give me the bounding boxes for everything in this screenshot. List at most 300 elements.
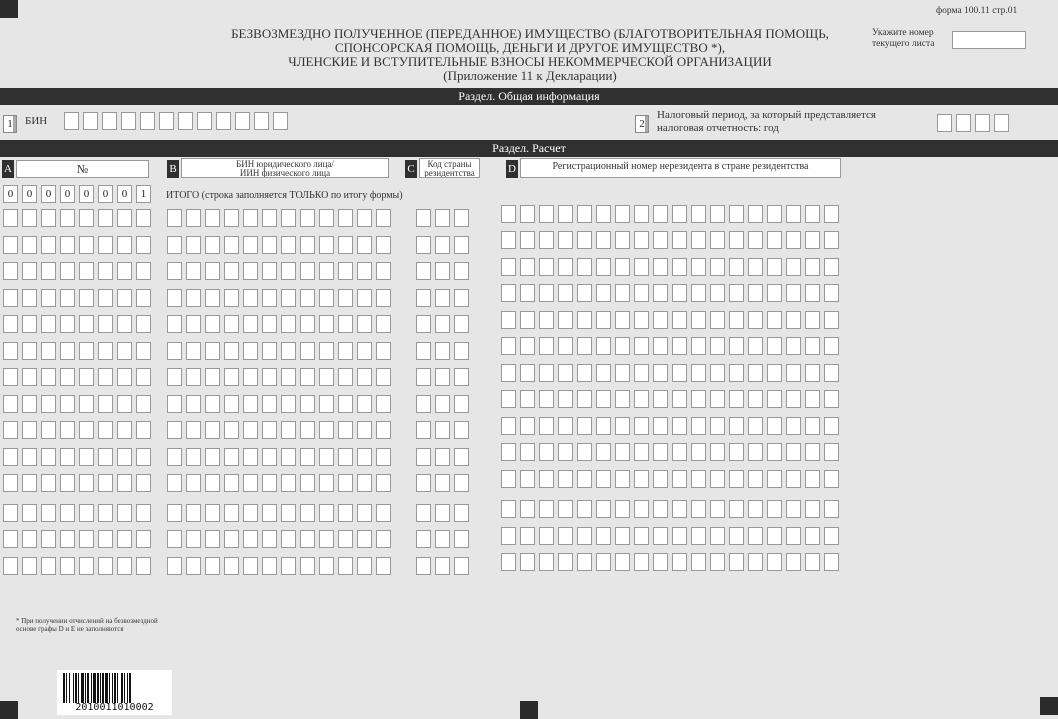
bin-iin-cell[interactable] bbox=[262, 236, 277, 254]
bin-iin-cell[interactable] bbox=[376, 557, 391, 575]
registration-number-cell[interactable] bbox=[805, 258, 820, 276]
registration-number-cell[interactable] bbox=[539, 231, 554, 249]
row-number-cell[interactable] bbox=[117, 209, 132, 227]
bin-digit-cell[interactable] bbox=[140, 112, 155, 130]
row-number-cell[interactable] bbox=[136, 342, 151, 360]
row-number-cell[interactable] bbox=[60, 262, 75, 280]
country-code-cell[interactable] bbox=[454, 236, 469, 254]
registration-number-cell[interactable] bbox=[596, 527, 611, 545]
registration-number-cell[interactable] bbox=[786, 337, 801, 355]
bin-iin-cell[interactable] bbox=[376, 262, 391, 280]
row-number-cell[interactable] bbox=[117, 262, 132, 280]
bin-iin-cell[interactable] bbox=[224, 368, 239, 386]
row-number-cell[interactable] bbox=[117, 236, 132, 254]
bin-iin-cell[interactable] bbox=[243, 262, 258, 280]
registration-number-cell[interactable] bbox=[596, 500, 611, 518]
row-number-cell[interactable] bbox=[98, 395, 113, 413]
registration-number-cell[interactable] bbox=[786, 500, 801, 518]
registration-number-cell[interactable] bbox=[596, 311, 611, 329]
registration-number-cell[interactable] bbox=[691, 311, 706, 329]
country-code-cell[interactable] bbox=[416, 474, 431, 492]
registration-number-cell[interactable] bbox=[558, 470, 573, 488]
registration-number-cell[interactable] bbox=[748, 443, 763, 461]
registration-number-cell[interactable] bbox=[824, 500, 839, 518]
registration-number-cell[interactable] bbox=[786, 205, 801, 223]
registration-number-cell[interactable] bbox=[824, 258, 839, 276]
registration-number-cell[interactable] bbox=[710, 417, 725, 435]
bin-iin-cell[interactable] bbox=[262, 530, 277, 548]
registration-number-cell[interactable] bbox=[767, 311, 782, 329]
bin-iin-cell[interactable] bbox=[281, 368, 296, 386]
year-digit-cell[interactable] bbox=[937, 114, 952, 132]
bin-iin-cell[interactable] bbox=[357, 289, 372, 307]
registration-number-cell[interactable] bbox=[691, 390, 706, 408]
registration-number-cell[interactable] bbox=[691, 527, 706, 545]
row-number-cell[interactable] bbox=[98, 557, 113, 575]
registration-number-cell[interactable] bbox=[729, 337, 744, 355]
registration-number-cell[interactable] bbox=[672, 553, 687, 571]
country-code-cell[interactable] bbox=[435, 395, 450, 413]
registration-number-cell[interactable] bbox=[558, 500, 573, 518]
bin-iin-cell[interactable] bbox=[376, 530, 391, 548]
registration-number-cell[interactable] bbox=[577, 390, 592, 408]
bin-iin-cell[interactable] bbox=[376, 474, 391, 492]
bin-iin-cell[interactable] bbox=[224, 395, 239, 413]
row-number-cell[interactable] bbox=[136, 395, 151, 413]
bin-iin-cell[interactable] bbox=[186, 368, 201, 386]
row-number-cell[interactable] bbox=[3, 395, 18, 413]
bin-iin-cell[interactable] bbox=[319, 262, 334, 280]
country-code-cell[interactable] bbox=[435, 421, 450, 439]
registration-number-cell[interactable] bbox=[596, 258, 611, 276]
bin-digit-cell[interactable] bbox=[235, 112, 250, 130]
bin-iin-cell[interactable] bbox=[224, 530, 239, 548]
registration-number-cell[interactable] bbox=[596, 364, 611, 382]
bin-iin-cell[interactable] bbox=[281, 395, 296, 413]
bin-iin-cell[interactable] bbox=[167, 209, 182, 227]
registration-number-cell[interactable] bbox=[558, 417, 573, 435]
registration-number-cell[interactable] bbox=[748, 390, 763, 408]
bin-iin-cell[interactable] bbox=[338, 209, 353, 227]
row-number-cell[interactable] bbox=[41, 530, 56, 548]
registration-number-cell[interactable] bbox=[672, 337, 687, 355]
bin-iin-cell[interactable] bbox=[205, 421, 220, 439]
country-code-cell[interactable] bbox=[416, 342, 431, 360]
row-number-cell[interactable] bbox=[3, 315, 18, 333]
registration-number-cell[interactable] bbox=[805, 500, 820, 518]
registration-number-cell[interactable] bbox=[634, 527, 649, 545]
registration-number-cell[interactable] bbox=[539, 364, 554, 382]
bin-iin-cell[interactable] bbox=[338, 368, 353, 386]
registration-number-cell[interactable] bbox=[748, 284, 763, 302]
bin-iin-cell[interactable] bbox=[319, 315, 334, 333]
registration-number-cell[interactable] bbox=[767, 500, 782, 518]
registration-number-cell[interactable] bbox=[558, 231, 573, 249]
registration-number-cell[interactable] bbox=[634, 553, 649, 571]
bin-iin-cell[interactable] bbox=[338, 504, 353, 522]
row-number-cell[interactable] bbox=[60, 289, 75, 307]
registration-number-cell[interactable] bbox=[539, 311, 554, 329]
row-number-cell[interactable] bbox=[136, 262, 151, 280]
country-code-cell[interactable] bbox=[435, 342, 450, 360]
registration-number-cell[interactable] bbox=[520, 553, 535, 571]
bin-iin-cell[interactable] bbox=[357, 236, 372, 254]
row-number-cell[interactable] bbox=[136, 289, 151, 307]
row-number-cell[interactable] bbox=[98, 368, 113, 386]
bin-iin-cell[interactable] bbox=[205, 209, 220, 227]
country-code-cell[interactable] bbox=[454, 342, 469, 360]
row-number-cell[interactable] bbox=[41, 448, 56, 466]
bin-iin-cell[interactable] bbox=[224, 474, 239, 492]
registration-number-cell[interactable] bbox=[672, 284, 687, 302]
bin-iin-cell[interactable] bbox=[262, 315, 277, 333]
bin-iin-cell[interactable] bbox=[224, 209, 239, 227]
bin-iin-cell[interactable] bbox=[224, 289, 239, 307]
registration-number-cell[interactable] bbox=[520, 417, 535, 435]
registration-number-cell[interactable] bbox=[653, 258, 668, 276]
registration-number-cell[interactable] bbox=[501, 337, 516, 355]
bin-iin-cell[interactable] bbox=[243, 236, 258, 254]
bin-iin-cell[interactable] bbox=[338, 530, 353, 548]
registration-number-cell[interactable] bbox=[653, 443, 668, 461]
registration-number-cell[interactable] bbox=[729, 390, 744, 408]
row-number-cell[interactable] bbox=[117, 289, 132, 307]
bin-digit-cell[interactable] bbox=[254, 112, 269, 130]
bin-digit-cell[interactable] bbox=[102, 112, 117, 130]
registration-number-cell[interactable] bbox=[596, 205, 611, 223]
registration-number-cell[interactable] bbox=[577, 258, 592, 276]
registration-number-cell[interactable] bbox=[653, 417, 668, 435]
registration-number-cell[interactable] bbox=[767, 284, 782, 302]
bin-iin-cell[interactable] bbox=[262, 209, 277, 227]
registration-number-cell[interactable] bbox=[672, 443, 687, 461]
registration-number-cell[interactable] bbox=[634, 364, 649, 382]
row-number-cell[interactable] bbox=[136, 236, 151, 254]
registration-number-cell[interactable] bbox=[501, 500, 516, 518]
bin-iin-cell[interactable] bbox=[281, 474, 296, 492]
bin-iin-cell[interactable] bbox=[319, 236, 334, 254]
registration-number-cell[interactable] bbox=[710, 311, 725, 329]
row-number-cell[interactable] bbox=[79, 209, 94, 227]
registration-number-cell[interactable] bbox=[558, 205, 573, 223]
bin-digit-cell[interactable] bbox=[64, 112, 79, 130]
registration-number-cell[interactable] bbox=[615, 205, 630, 223]
registration-number-cell[interactable] bbox=[672, 470, 687, 488]
registration-number-cell[interactable] bbox=[501, 527, 516, 545]
bin-iin-cell[interactable] bbox=[319, 395, 334, 413]
bin-iin-cell[interactable] bbox=[300, 474, 315, 492]
registration-number-cell[interactable] bbox=[501, 364, 516, 382]
row-number-cell[interactable] bbox=[79, 557, 94, 575]
bin-iin-cell[interactable] bbox=[243, 421, 258, 439]
registration-number-cell[interactable] bbox=[615, 337, 630, 355]
year-digit-cell[interactable] bbox=[956, 114, 971, 132]
registration-number-cell[interactable] bbox=[824, 417, 839, 435]
registration-number-cell[interactable] bbox=[520, 390, 535, 408]
bin-iin-cell[interactable] bbox=[205, 342, 220, 360]
row-number-cell[interactable] bbox=[136, 368, 151, 386]
registration-number-cell[interactable] bbox=[691, 284, 706, 302]
registration-number-cell[interactable] bbox=[596, 284, 611, 302]
bin-iin-cell[interactable] bbox=[243, 530, 258, 548]
registration-number-cell[interactable] bbox=[767, 470, 782, 488]
bin-iin-cell[interactable] bbox=[281, 342, 296, 360]
country-code-cell[interactable] bbox=[416, 289, 431, 307]
registration-number-cell[interactable] bbox=[805, 443, 820, 461]
row-number-cell[interactable] bbox=[136, 474, 151, 492]
row-number-cell[interactable] bbox=[60, 448, 75, 466]
row-number-cell[interactable] bbox=[22, 421, 37, 439]
row-number-cell[interactable] bbox=[60, 395, 75, 413]
registration-number-cell[interactable] bbox=[691, 553, 706, 571]
registration-number-cell[interactable] bbox=[767, 205, 782, 223]
registration-number-cell[interactable] bbox=[653, 337, 668, 355]
row-number-cell[interactable] bbox=[22, 315, 37, 333]
row-number-cell[interactable] bbox=[136, 530, 151, 548]
registration-number-cell[interactable] bbox=[824, 231, 839, 249]
bin-iin-cell[interactable] bbox=[319, 504, 334, 522]
row-number-cell[interactable] bbox=[98, 474, 113, 492]
country-code-cell[interactable] bbox=[454, 530, 469, 548]
total-row-number-cell[interactable]: 0 bbox=[98, 185, 113, 203]
registration-number-cell[interactable] bbox=[520, 337, 535, 355]
row-number-cell[interactable] bbox=[22, 236, 37, 254]
row-number-cell[interactable] bbox=[60, 315, 75, 333]
registration-number-cell[interactable] bbox=[748, 417, 763, 435]
row-number-cell[interactable] bbox=[60, 209, 75, 227]
row-number-cell[interactable] bbox=[3, 289, 18, 307]
bin-iin-cell[interactable] bbox=[205, 262, 220, 280]
registration-number-cell[interactable] bbox=[729, 553, 744, 571]
bin-iin-cell[interactable] bbox=[319, 342, 334, 360]
bin-iin-cell[interactable] bbox=[167, 395, 182, 413]
registration-number-cell[interactable] bbox=[577, 231, 592, 249]
registration-number-cell[interactable] bbox=[767, 231, 782, 249]
country-code-cell[interactable] bbox=[416, 236, 431, 254]
row-number-cell[interactable] bbox=[3, 530, 18, 548]
country-code-cell[interactable] bbox=[435, 315, 450, 333]
row-number-cell[interactable] bbox=[117, 504, 132, 522]
registration-number-cell[interactable] bbox=[539, 527, 554, 545]
bin-digit-cell[interactable] bbox=[121, 112, 136, 130]
registration-number-cell[interactable] bbox=[653, 470, 668, 488]
registration-number-cell[interactable] bbox=[653, 231, 668, 249]
registration-number-cell[interactable] bbox=[577, 205, 592, 223]
row-number-cell[interactable] bbox=[22, 209, 37, 227]
registration-number-cell[interactable] bbox=[786, 231, 801, 249]
row-number-cell[interactable] bbox=[79, 530, 94, 548]
row-number-cell[interactable] bbox=[3, 448, 18, 466]
registration-number-cell[interactable] bbox=[767, 337, 782, 355]
country-code-cell[interactable] bbox=[416, 315, 431, 333]
country-code-cell[interactable] bbox=[454, 262, 469, 280]
registration-number-cell[interactable] bbox=[672, 500, 687, 518]
registration-number-cell[interactable] bbox=[805, 311, 820, 329]
registration-number-cell[interactable] bbox=[710, 231, 725, 249]
row-number-cell[interactable] bbox=[41, 395, 56, 413]
bin-iin-cell[interactable] bbox=[243, 289, 258, 307]
row-number-cell[interactable] bbox=[136, 421, 151, 439]
bin-iin-cell[interactable] bbox=[376, 289, 391, 307]
country-code-cell[interactable] bbox=[454, 368, 469, 386]
registration-number-cell[interactable] bbox=[729, 470, 744, 488]
registration-number-cell[interactable] bbox=[805, 364, 820, 382]
bin-iin-cell[interactable] bbox=[357, 395, 372, 413]
bin-iin-cell[interactable] bbox=[300, 504, 315, 522]
country-code-cell[interactable] bbox=[416, 504, 431, 522]
registration-number-cell[interactable] bbox=[501, 311, 516, 329]
registration-number-cell[interactable] bbox=[729, 364, 744, 382]
bin-iin-cell[interactable] bbox=[376, 448, 391, 466]
bin-iin-cell[interactable] bbox=[376, 209, 391, 227]
row-number-cell[interactable] bbox=[60, 368, 75, 386]
registration-number-cell[interactable] bbox=[615, 553, 630, 571]
bin-iin-cell[interactable] bbox=[167, 448, 182, 466]
country-code-cell[interactable] bbox=[416, 421, 431, 439]
row-number-cell[interactable] bbox=[136, 557, 151, 575]
sheet-number-input[interactable] bbox=[952, 31, 1026, 49]
row-number-cell[interactable] bbox=[98, 289, 113, 307]
registration-number-cell[interactable] bbox=[596, 470, 611, 488]
bin-iin-cell[interactable] bbox=[167, 474, 182, 492]
registration-number-cell[interactable] bbox=[748, 470, 763, 488]
registration-number-cell[interactable] bbox=[539, 337, 554, 355]
registration-number-cell[interactable] bbox=[596, 337, 611, 355]
registration-number-cell[interactable] bbox=[729, 500, 744, 518]
registration-number-cell[interactable] bbox=[634, 470, 649, 488]
registration-number-cell[interactable] bbox=[539, 284, 554, 302]
bin-iin-cell[interactable] bbox=[186, 209, 201, 227]
registration-number-cell[interactable] bbox=[824, 553, 839, 571]
registration-number-cell[interactable] bbox=[710, 443, 725, 461]
country-code-cell[interactable] bbox=[416, 395, 431, 413]
registration-number-cell[interactable] bbox=[520, 258, 535, 276]
row-number-cell[interactable] bbox=[117, 315, 132, 333]
registration-number-cell[interactable] bbox=[748, 364, 763, 382]
bin-iin-cell[interactable] bbox=[167, 557, 182, 575]
bin-iin-cell[interactable] bbox=[338, 262, 353, 280]
registration-number-cell[interactable] bbox=[824, 284, 839, 302]
bin-iin-cell[interactable] bbox=[205, 395, 220, 413]
row-number-cell[interactable] bbox=[22, 289, 37, 307]
country-code-cell[interactable] bbox=[416, 368, 431, 386]
bin-iin-cell[interactable] bbox=[300, 315, 315, 333]
registration-number-cell[interactable] bbox=[501, 553, 516, 571]
registration-number-cell[interactable] bbox=[653, 284, 668, 302]
registration-number-cell[interactable] bbox=[672, 311, 687, 329]
bin-iin-cell[interactable] bbox=[319, 557, 334, 575]
registration-number-cell[interactable] bbox=[805, 337, 820, 355]
registration-number-cell[interactable] bbox=[729, 258, 744, 276]
row-number-cell[interactable] bbox=[3, 262, 18, 280]
bin-iin-cell[interactable] bbox=[262, 368, 277, 386]
bin-iin-cell[interactable] bbox=[357, 504, 372, 522]
bin-iin-cell[interactable] bbox=[205, 368, 220, 386]
row-number-cell[interactable] bbox=[98, 315, 113, 333]
bin-iin-cell[interactable] bbox=[186, 315, 201, 333]
bin-iin-cell[interactable] bbox=[205, 474, 220, 492]
bin-iin-cell[interactable] bbox=[338, 474, 353, 492]
row-number-cell[interactable] bbox=[41, 557, 56, 575]
row-number-cell[interactable] bbox=[3, 557, 18, 575]
bin-iin-cell[interactable] bbox=[338, 421, 353, 439]
row-number-cell[interactable] bbox=[79, 262, 94, 280]
country-code-cell[interactable] bbox=[416, 262, 431, 280]
bin-iin-cell[interactable] bbox=[376, 395, 391, 413]
registration-number-cell[interactable] bbox=[710, 364, 725, 382]
total-row-number-cell[interactable]: 1 bbox=[136, 185, 151, 203]
registration-number-cell[interactable] bbox=[748, 205, 763, 223]
bin-iin-cell[interactable] bbox=[224, 262, 239, 280]
bin-iin-cell[interactable] bbox=[338, 289, 353, 307]
bin-iin-cell[interactable] bbox=[205, 236, 220, 254]
registration-number-cell[interactable] bbox=[729, 311, 744, 329]
row-number-cell[interactable] bbox=[117, 474, 132, 492]
bin-iin-cell[interactable] bbox=[186, 342, 201, 360]
bin-iin-cell[interactable] bbox=[357, 315, 372, 333]
registration-number-cell[interactable] bbox=[824, 311, 839, 329]
row-number-cell[interactable] bbox=[98, 262, 113, 280]
registration-number-cell[interactable] bbox=[653, 205, 668, 223]
registration-number-cell[interactable] bbox=[615, 527, 630, 545]
registration-number-cell[interactable] bbox=[710, 337, 725, 355]
row-number-cell[interactable] bbox=[60, 474, 75, 492]
registration-number-cell[interactable] bbox=[672, 527, 687, 545]
bin-iin-cell[interactable] bbox=[376, 421, 391, 439]
bin-iin-cell[interactable] bbox=[186, 236, 201, 254]
row-number-cell[interactable] bbox=[79, 368, 94, 386]
bin-iin-cell[interactable] bbox=[376, 342, 391, 360]
country-code-cell[interactable] bbox=[416, 448, 431, 466]
registration-number-cell[interactable] bbox=[520, 500, 535, 518]
registration-number-cell[interactable] bbox=[577, 417, 592, 435]
row-number-cell[interactable] bbox=[98, 504, 113, 522]
registration-number-cell[interactable] bbox=[539, 443, 554, 461]
registration-number-cell[interactable] bbox=[786, 470, 801, 488]
registration-number-cell[interactable] bbox=[710, 284, 725, 302]
registration-number-cell[interactable] bbox=[558, 390, 573, 408]
registration-number-cell[interactable] bbox=[748, 527, 763, 545]
registration-number-cell[interactable] bbox=[539, 417, 554, 435]
registration-number-cell[interactable] bbox=[520, 527, 535, 545]
registration-number-cell[interactable] bbox=[691, 364, 706, 382]
country-code-cell[interactable] bbox=[435, 448, 450, 466]
registration-number-cell[interactable] bbox=[672, 364, 687, 382]
bin-iin-cell[interactable] bbox=[186, 262, 201, 280]
bin-iin-cell[interactable] bbox=[300, 530, 315, 548]
bin-iin-cell[interactable] bbox=[243, 474, 258, 492]
bin-iin-cell[interactable] bbox=[243, 504, 258, 522]
bin-iin-cell[interactable] bbox=[281, 262, 296, 280]
row-number-cell[interactable] bbox=[3, 236, 18, 254]
registration-number-cell[interactable] bbox=[520, 284, 535, 302]
bin-iin-cell[interactable] bbox=[300, 368, 315, 386]
bin-iin-cell[interactable] bbox=[357, 342, 372, 360]
row-number-cell[interactable] bbox=[22, 368, 37, 386]
row-number-cell[interactable] bbox=[60, 530, 75, 548]
country-code-cell[interactable] bbox=[435, 557, 450, 575]
row-number-cell[interactable] bbox=[3, 209, 18, 227]
bin-iin-cell[interactable] bbox=[167, 530, 182, 548]
bin-iin-cell[interactable] bbox=[186, 448, 201, 466]
bin-iin-cell[interactable] bbox=[300, 421, 315, 439]
registration-number-cell[interactable] bbox=[558, 311, 573, 329]
country-code-cell[interactable] bbox=[454, 421, 469, 439]
row-number-cell[interactable] bbox=[79, 289, 94, 307]
registration-number-cell[interactable] bbox=[653, 553, 668, 571]
registration-number-cell[interactable] bbox=[710, 470, 725, 488]
bin-iin-cell[interactable] bbox=[243, 368, 258, 386]
